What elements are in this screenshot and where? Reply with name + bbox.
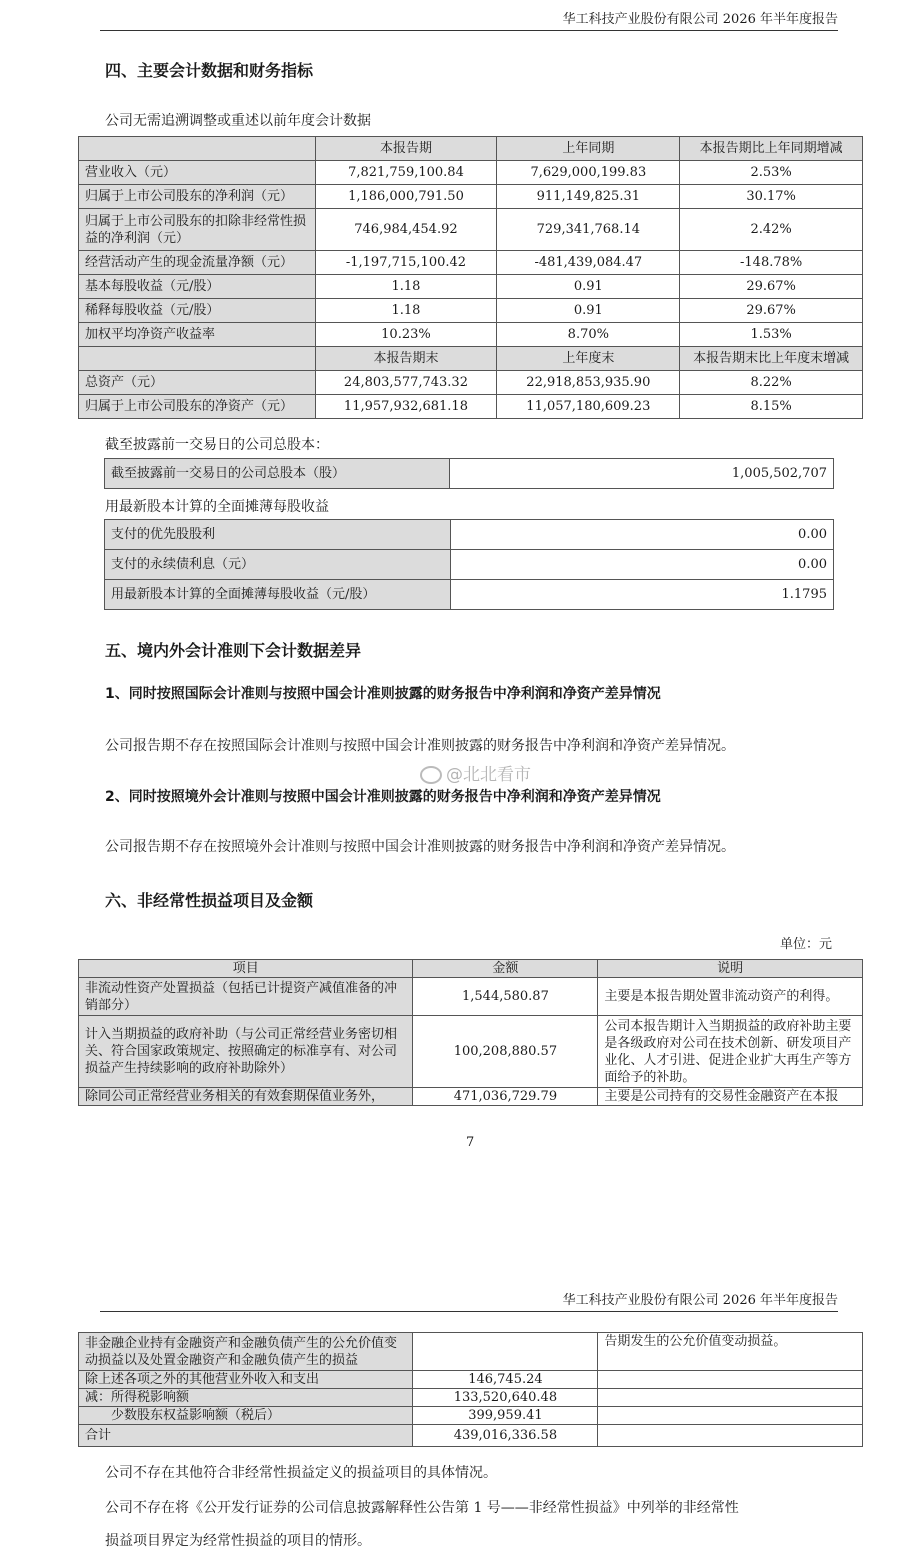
cell: 911,149,825.31 <box>497 185 680 209</box>
cell: 主要是公司持有的交易性金融资产在本报 <box>598 1088 863 1106</box>
table-row <box>79 1425 863 1447</box>
cell <box>598 1407 863 1425</box>
row-label: 非金融企业持有金融资产和金融负债产生的公允价值变动损益以及处置金融资产和金融负债产生的损益 <box>79 1333 413 1371</box>
row-label: 截至披露前一交易日的公司总股本（股） <box>105 459 450 489</box>
table-row <box>79 371 863 395</box>
cell: 7,821,759,100.84 <box>315 161 497 185</box>
cell <box>598 1371 863 1389</box>
weibo-icon <box>420 766 442 784</box>
table-row <box>79 1407 863 1425</box>
cell <box>598 1425 863 1447</box>
row-label: 减：所得税影响额 <box>79 1389 413 1407</box>
cell: 2.42% <box>680 209 863 251</box>
cell: 8.15% <box>680 395 863 419</box>
row-label: 营业收入（元） <box>79 161 316 185</box>
non-recurring-table-continued <box>78 1332 863 1447</box>
non-recurring-table <box>78 959 863 1106</box>
row-label: 支付的优先股股利 <box>105 520 451 550</box>
header-cell: 上年同期 <box>497 137 680 161</box>
page2-header: 华工科技产业股份有限公司 2026 年半年度报告 <box>100 1289 838 1312</box>
cell: 29.67% <box>680 275 863 299</box>
table-row <box>79 209 863 251</box>
watermark <box>420 760 531 785</box>
page2-para3: 损益项目界定为经常性损益的项目的情形。 <box>105 1533 371 1549</box>
row-label: 合计 <box>79 1425 413 1447</box>
row-label: 除同公司正常经营业务相关的有效套期保值业务外， <box>79 1088 413 1106</box>
table-row <box>105 580 834 610</box>
section5-sub1: 1、同时按照国际会计准则与按照中国会计准则披露的财务报告中净利润和净资产差异情况 <box>105 686 661 702</box>
header-cell: 本报告期 <box>315 137 497 161</box>
section5-para1: 公司报告期不存在按照国际会计准则与按照中国会计准则披露的财务报告中净利润和净资产差异情况。 <box>105 738 735 754</box>
table-row <box>79 978 863 1016</box>
cell: -481,439,084.47 <box>497 251 680 275</box>
row-label: 基本每股收益（元/股） <box>79 275 316 299</box>
cell: 1,186,000,791.50 <box>315 185 497 209</box>
cell: 1.18 <box>315 275 497 299</box>
eps-table <box>104 519 834 610</box>
cell: 1,544,580.87 <box>413 978 598 1016</box>
row-label: 少数股东权益影响额（税后） <box>79 1407 413 1425</box>
key-financial-table <box>78 136 863 419</box>
share-capital-table <box>104 458 834 489</box>
row-label: 稀释每股收益（元/股） <box>79 299 316 323</box>
page-header: 华工科技产业股份有限公司 2026 年半年度报告 <box>100 8 838 31</box>
page-number: 7 <box>466 1135 475 1150</box>
table-row <box>79 323 863 347</box>
header-cell: 说明 <box>598 960 863 978</box>
table-row <box>79 251 863 275</box>
section5-title: 五、境内外会计准则下会计数据差异 <box>105 641 362 660</box>
row-label: 非流动性资产处置损益（包括已计提资产减值准备的冲销部分） <box>79 978 413 1016</box>
header-cell: 项目 <box>79 960 413 978</box>
cell: 0.91 <box>497 299 680 323</box>
table-row <box>79 1088 863 1106</box>
table-row <box>79 299 863 323</box>
cell: 746,984,454.92 <box>315 209 497 251</box>
cell: 1.18 <box>315 299 497 323</box>
cell: 0.00 <box>450 550 833 580</box>
row-label: 用最新股本计算的全面摊薄每股收益（元/股） <box>105 580 451 610</box>
cell: 29.67% <box>680 299 863 323</box>
cell: -1,197,715,100.42 <box>315 251 497 275</box>
row-label: 经营活动产生的现金流量净额（元） <box>79 251 316 275</box>
table-row <box>105 550 834 580</box>
table-row <box>79 1389 863 1407</box>
row-label: 总资产（元） <box>79 371 316 395</box>
cell: 主要是本报告期处置非流动资产的利得。 <box>598 978 863 1016</box>
cell: 11,057,180,609.23 <box>497 395 680 419</box>
cell: 8.70% <box>497 323 680 347</box>
cell: 100,208,880.57 <box>413 1016 598 1088</box>
table-row <box>105 459 834 489</box>
page2-para1: 公司不存在其他符合非经常性损益定义的损益项目的具体情况。 <box>105 1465 497 1481</box>
table-header-row <box>79 137 863 161</box>
header-cell: 金额 <box>413 960 598 978</box>
cell: 1.1795 <box>450 580 833 610</box>
row-label: 支付的永续债利息（元） <box>105 550 451 580</box>
cell: 24,803,577,743.32 <box>315 371 497 395</box>
cell: 30.17% <box>680 185 863 209</box>
table-row <box>79 161 863 185</box>
cell: 7,629,000,199.83 <box>497 161 680 185</box>
unit-label: 单位：元 <box>780 937 833 952</box>
table-row <box>79 275 863 299</box>
table-header-row <box>79 347 863 371</box>
cell: -148.78% <box>680 251 863 275</box>
cell: 告期发生的公允价值变动损益。 <box>598 1333 863 1371</box>
table-row <box>105 520 834 550</box>
section6-title: 六、非经常性损益项目及金额 <box>105 891 314 910</box>
page2-para2: 公司不存在将《公开发行证券的公司信息披露解释性公告第 1 号——非经常性损益》中列举的非经常性 <box>105 1500 739 1516</box>
section5-para2: 公司报告期不存在按照境外会计准则与按照中国会计准则披露的财务报告中净利润和净资产差异情况。 <box>105 839 735 855</box>
table-row <box>79 1333 863 1371</box>
cell: 1.53% <box>680 323 863 347</box>
cell: 2.53% <box>680 161 863 185</box>
cell: 22,918,853,935.90 <box>497 371 680 395</box>
row-label: 归属于上市公司股东的净利润（元） <box>79 185 316 209</box>
cell: 8.22% <box>680 371 863 395</box>
section4-note: 公司无需追溯调整或重述以前年度会计数据 <box>105 113 371 129</box>
row-label: 归属于上市公司股东的扣除非经常性损益的净利润（元） <box>79 209 316 251</box>
cell: 439,016,336.58 <box>413 1425 598 1447</box>
header-cell <box>79 137 316 161</box>
row-label: 归属于上市公司股东的净资产（元） <box>79 395 316 419</box>
cell: 146,745.24 <box>413 1371 598 1389</box>
cell: 133,520,640.48 <box>413 1389 598 1407</box>
header-cell <box>79 347 316 371</box>
row-label: 计入当期损益的政府补助（与公司正常经营业务密切相关、符合国家政策规定、按照确定的标准享有、对公司损益产生持续影响的政府补助除外） <box>79 1016 413 1088</box>
watermark-text: @北北看市 <box>446 765 531 785</box>
eps-label: 用最新股本计算的全面摊薄每股收益 <box>105 499 329 515</box>
table-row <box>79 1016 863 1088</box>
cell: 471,036,729.79 <box>413 1088 598 1106</box>
cell: 10.23% <box>315 323 497 347</box>
section5-sub2: 2、同时按照境外会计准则与按照中国会计准则披露的财务报告中净利润和净资产差异情况 <box>105 789 661 805</box>
table-row <box>79 185 863 209</box>
cell: 公司本报告期计入当期损益的政府补助主要是各级政府对公司在技术创新、研发项目产业化、人才引进、促进企业扩大再生产等方面给予的补助。 <box>598 1016 863 1088</box>
section4-title: 四、主要会计数据和财务指标 <box>105 61 314 80</box>
cell: 11,957,932,681.18 <box>315 395 497 419</box>
share-capital-label: 截至披露前一交易日的公司总股本： <box>105 437 329 453</box>
table-header-row <box>79 960 863 978</box>
header-cell: 本报告期比上年同期增减 <box>680 137 863 161</box>
row-label: 除上述各项之外的其他营业外收入和支出 <box>79 1371 413 1389</box>
cell <box>598 1389 863 1407</box>
row-label: 加权平均净资产收益率 <box>79 323 316 347</box>
cell: 399,959.41 <box>413 1407 598 1425</box>
header-cell: 上年度末 <box>497 347 680 371</box>
header-cell: 本报告期末 <box>315 347 497 371</box>
cell: 0.00 <box>450 520 833 550</box>
header-cell: 本报告期末比上年度末增减 <box>680 347 863 371</box>
cell: 0.91 <box>497 275 680 299</box>
table-row <box>79 1371 863 1389</box>
cell: 1,005,502,707 <box>450 459 834 489</box>
cell <box>413 1333 598 1371</box>
table-row <box>79 395 863 419</box>
cell: 729,341,768.14 <box>497 209 680 251</box>
